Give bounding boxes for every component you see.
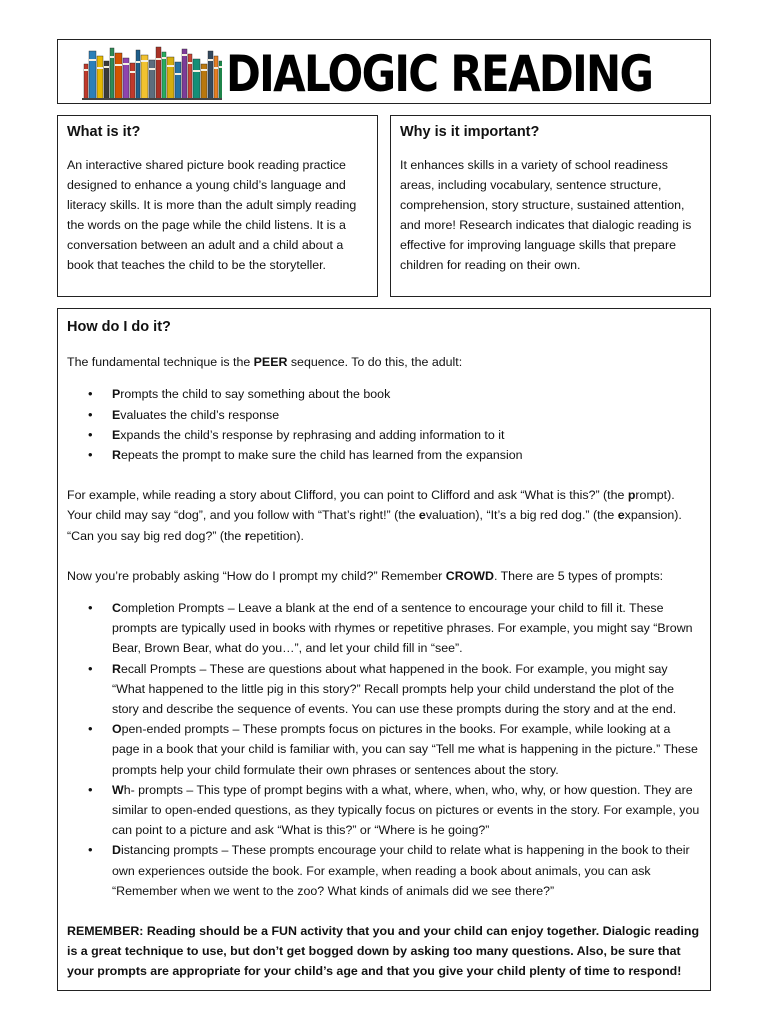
book-spine-band bbox=[89, 59, 96, 61]
book-spine-band bbox=[167, 65, 174, 67]
why-heading: Why is it important? bbox=[400, 124, 540, 140]
book-spine bbox=[175, 62, 181, 100]
book-spine-band bbox=[175, 73, 181, 75]
book-spine-band bbox=[104, 66, 109, 68]
page-title: DIALOGIC READING bbox=[226, 45, 653, 103]
book-spine bbox=[115, 53, 122, 100]
crowd-list bbox=[67, 598, 700, 901]
list-item: • Wh- prompts – This type of prompt begins with a what, where, when, who, why, or how question. They are similar to open-ended questions, as they typically focus on pictures or events in the story. For example, you can point to a picture and ask “What is this?” or “Where is he going?” bbox=[67, 780, 700, 841]
book-spine-band bbox=[193, 70, 200, 72]
book-spine bbox=[214, 56, 218, 100]
crowd-intro: Now you’re probably asking “How do I prompt my child?” Remember CROWD. There are 5 types of prompts: bbox=[67, 568, 664, 583]
book-spine-band bbox=[201, 69, 207, 71]
peer-intro: The fundamental technique is the PEER sequence. To do this, the adult: bbox=[67, 355, 463, 370]
list-item: • Expands the child’s response by rephrasing and adding information to it bbox=[67, 425, 700, 445]
book-spine-band bbox=[136, 61, 140, 63]
how-section bbox=[57, 308, 711, 991]
what-body: An interactive shared picture book reading practice designed to enhance a young child’s language and literacy skills. It is more than the adult simply reading the words on the page while the child listens. It is a conversation between an adult and a child about a book that teaches the child to be the storyteller. bbox=[67, 158, 357, 272]
book-spine bbox=[156, 47, 161, 100]
shelf-line bbox=[82, 98, 222, 100]
list-item: • Open-ended prompts – These prompts focus on pictures in the books. For example, while looking at a page in a book that your child is familiar with, you can say “Tell me what is happening in the picture.” These prompts help your child formulate their own phrases or sentences about the story. bbox=[67, 719, 700, 780]
list-item: • Prompts the child to say something about the book bbox=[67, 384, 700, 404]
list-item: • Recall Prompts – These are questions about what happened in the book. For example, you might say “What happened to the little pig in this story?” Recall prompts help your child understand the plot of the story and describe the sequence of events. You can use these prompts during the story and at the end. bbox=[67, 659, 700, 720]
book-spine bbox=[188, 54, 192, 100]
list-item: • Repeats the prompt to make sure the child has learned from the expansion bbox=[67, 445, 700, 465]
book-spine bbox=[167, 57, 174, 100]
book-spine-band bbox=[141, 60, 148, 62]
book-spine-band bbox=[130, 71, 135, 73]
list-item: • Distancing prompts – These prompts encourage your child to relate what is happening in the book to their own experiences outside the book. For example, when reading a book about animals, you can ask “Remember when we went to the zoo? What kinds of animals did we see there?” bbox=[67, 840, 700, 901]
book-spine bbox=[149, 60, 155, 100]
book-spine bbox=[136, 50, 140, 100]
why-important-section bbox=[390, 115, 711, 297]
books-illustration bbox=[82, 44, 222, 100]
book-spine bbox=[89, 51, 96, 100]
list-item: • Evaluates the child’s response bbox=[67, 405, 700, 425]
remember-note: REMEMBER: Reading should be a FUN activity that you and your child can enjoy together. Dialogic reading is a great technique to use, but don’t get bogged down by asking too many questions. Also, be sure that your prompts are appropriate for your child’s age and that you give your child plenty of time to respond! bbox=[67, 924, 700, 979]
book-spine-band bbox=[149, 68, 155, 70]
book-spine-band bbox=[84, 69, 88, 71]
why-body: It enhances skills in a variety of school readiness areas, including vocabulary, sentence structure, comprehension, story structure, sustained attention, and more! Research indicates that dialogic reading is effective for improving language skills that prepare children for reading on their own. bbox=[400, 158, 692, 272]
book-spine-band bbox=[110, 56, 114, 58]
book-spine bbox=[97, 56, 103, 100]
peer-list bbox=[67, 384, 700, 465]
book-spine-band bbox=[208, 59, 213, 61]
what-heading: What is it? bbox=[67, 124, 141, 140]
book-spine-band bbox=[188, 62, 192, 64]
book-spine-band bbox=[219, 66, 222, 68]
title-banner bbox=[57, 39, 711, 104]
what-is-it-section bbox=[57, 115, 378, 297]
book-spine-band bbox=[115, 64, 122, 66]
book-spine bbox=[208, 51, 213, 100]
book-spine bbox=[162, 52, 166, 100]
book-spine bbox=[193, 59, 200, 100]
peer-example: For example, while reading a story about Clifford, you can point to Clifford and ask “What is this?” (the prompt). Your child may say “dog”, and you follow with “That’s right!” (the evaluation), “It’s a big red dog.” (the expansion). “Can you say big red dog?” (the repetition). bbox=[67, 488, 682, 543]
book-spine-band bbox=[214, 67, 218, 69]
book-spine-band bbox=[123, 63, 129, 65]
list-item: • Completion Prompts – Leave a blank at the end of a sentence to encourage your child to fill it. These prompts are typically used in books with rhymes or repetitive phrases. For example, you might say “Brown Bear, Brown Bear, what do you…”, and let your child fill in “see”. bbox=[67, 598, 700, 659]
book-spine-band bbox=[156, 58, 161, 60]
book-spine bbox=[182, 49, 187, 100]
book-spine bbox=[110, 48, 114, 100]
book-spine-band bbox=[97, 67, 103, 69]
how-heading: How do I do it? bbox=[67, 319, 171, 335]
book-spine-band bbox=[182, 54, 187, 56]
book-spine-band bbox=[162, 57, 166, 59]
book-spine bbox=[130, 63, 135, 100]
